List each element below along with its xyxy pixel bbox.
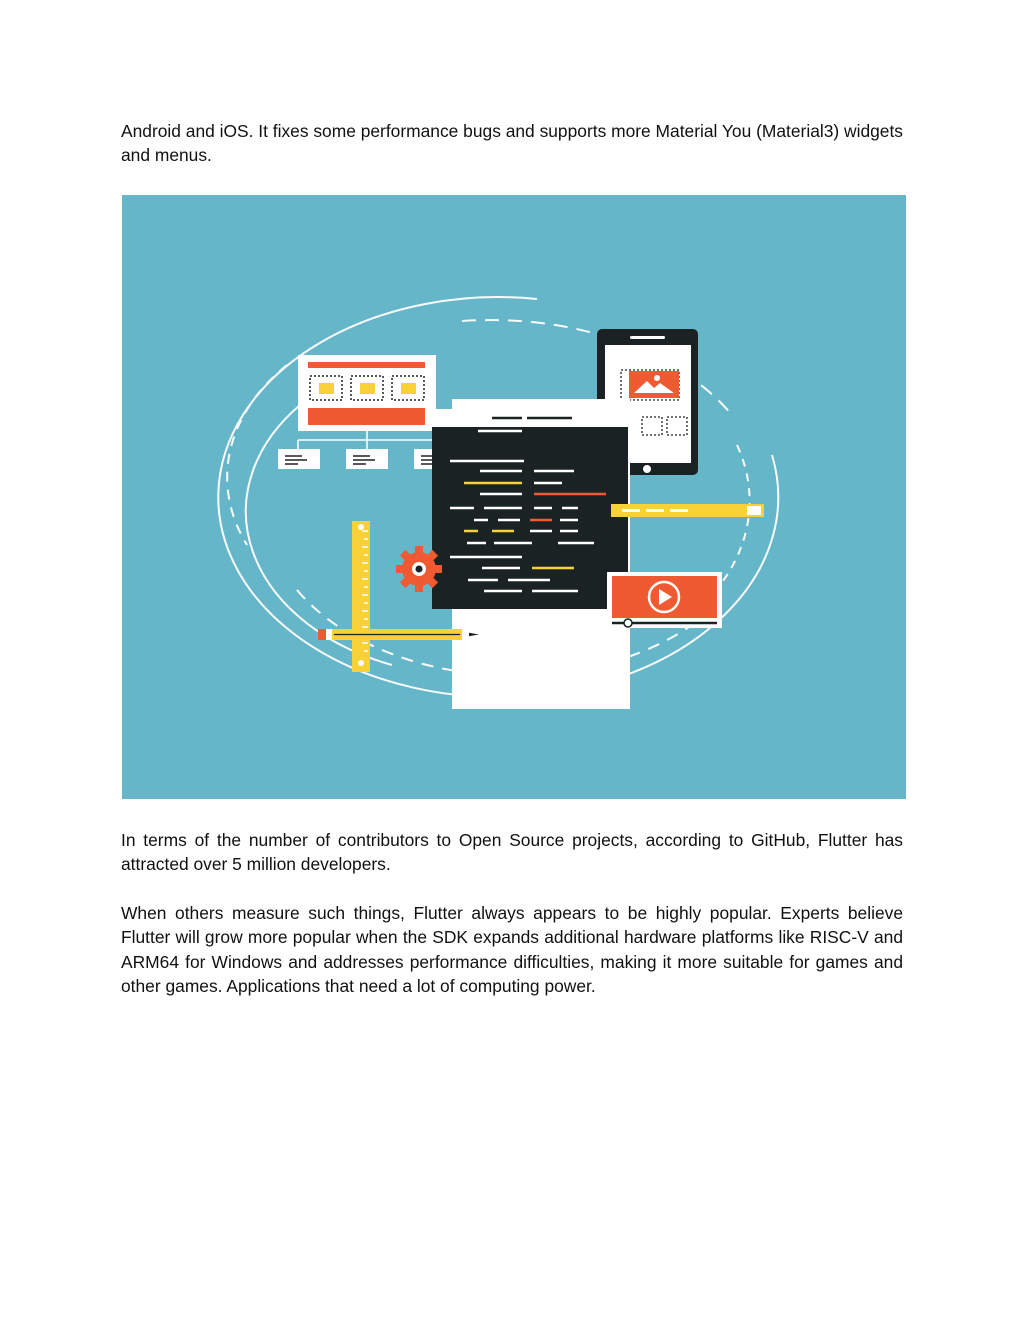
paragraph-contributors: In terms of the number of contributors to Open Source projects, according to GitHub, Flutter has attracted over 5 million developers. (121, 830, 903, 875)
paragraph-popularity: When others measure such things, Flutter always appears to be highly popular. Experts believe Flutter will grow more popular when the SDK expands additional hardware platforms like RISC-V and ARM64 for Windows and addresses performance difficulties, making it more suitable for games and other games. Applications that need a lot of computing power. (121, 903, 903, 996)
paragraph-intro: Android and iOS. It fixes some performance bugs and supports more Material You (Material3) widgets and menus. (121, 121, 904, 166)
gear-icon (396, 546, 442, 592)
website-wireframe-icon (278, 355, 440, 469)
ruler-icon (352, 521, 370, 672)
progress-bar-icon (611, 504, 764, 517)
app-development-illustration (122, 195, 906, 799)
pencil-icon (318, 629, 479, 640)
video-player-icon (607, 572, 722, 628)
code-editor-window (432, 409, 628, 609)
